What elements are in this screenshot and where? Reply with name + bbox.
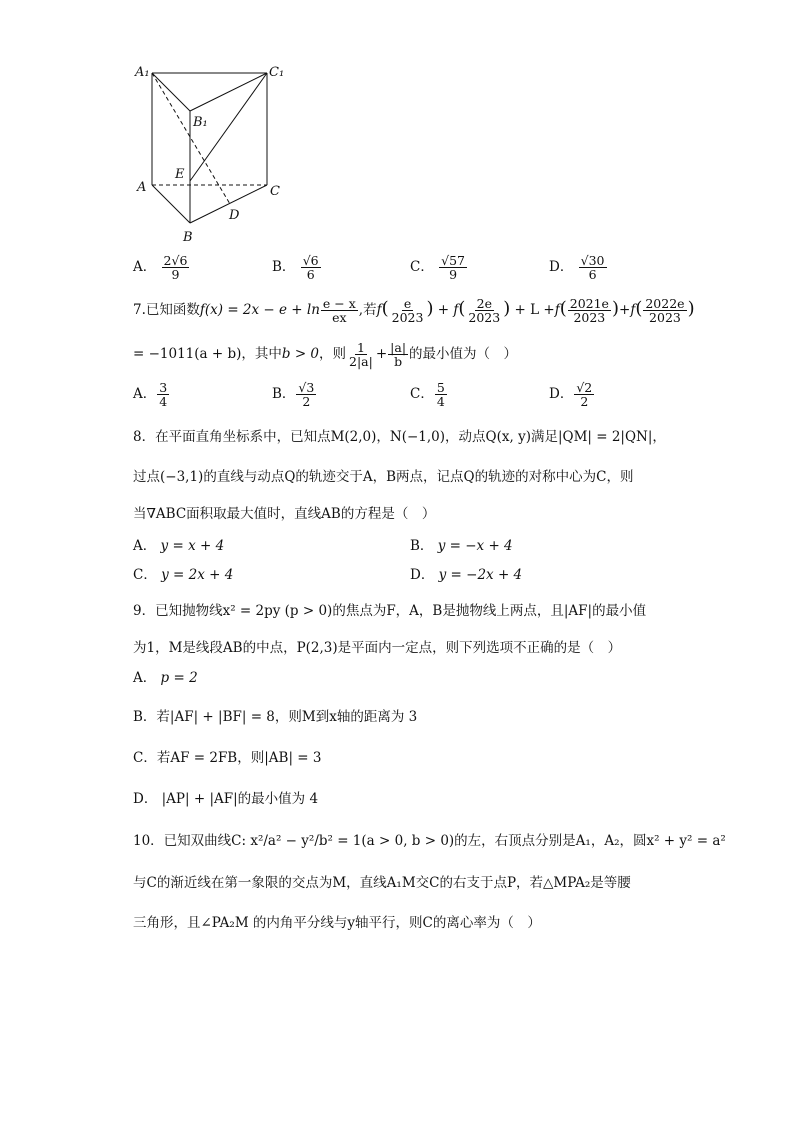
q10-stem-line3: 三角形，且∠PA₂M 的内角平分线与y轴平行，则C的离心率为（ ） bbox=[133, 915, 541, 931]
q7-option-b[interactable]: B． $\frac{√3}{2}$ bbox=[272, 380, 315, 409]
q8-stem-line3: 当∇ABC面积取最大值时，直线AB的方程是（ ） bbox=[133, 506, 436, 522]
q6-option-a[interactable]: A． $\frac{2√6}{9}$ bbox=[133, 253, 188, 282]
q7-stem-line1: 7.已知函数f(x) = 2x − e + ln $\frac{e - x}{ex}$ ,若f( $\frac{e}{2023}$ ) + f( $\frac{2e}{2023}$ ) + L +f( $\frac{2021e}{2023}$ )+f( $\frac{2022e}{2023}$ ) bbox=[133, 296, 695, 325]
q7-option-c[interactable]: C． $\frac{5}{4}$ bbox=[410, 380, 445, 409]
q8-stem-line1: 8．在平面直角坐标系中，已知点M(2,0)，N(−1,0)，动点Q(x, y)满足|QM| = 2|QN|， bbox=[133, 429, 666, 445]
q9-option-a[interactable]: A． p = 2 bbox=[133, 670, 198, 686]
q6-option-d[interactable]: D． $\frac{√30}{6}$ bbox=[549, 253, 605, 282]
q9-stem-line2: 为1，M是线段AB的中点，P(2,3)是平面内一定点，则下列选项不正确的是（ ） bbox=[133, 640, 622, 656]
q8-stem-line2: 过点(−3,1)的直线与动点Q的轨迹交于A，B两点，记点Q的轨迹的对称中心为C，则 bbox=[133, 469, 634, 485]
label-a: A bbox=[137, 180, 147, 195]
label-c1: C₁ bbox=[269, 65, 285, 80]
q7-option-d[interactable]: D． $\frac{√2}{2}$ bbox=[549, 380, 593, 409]
edge-b1-c1 bbox=[190, 73, 267, 111]
q9-option-d[interactable]: D． |AP| + |AF|的最小值为 4 bbox=[133, 791, 319, 807]
label-e: E bbox=[175, 167, 185, 182]
q6-option-c[interactable]: C． $\frac{√57}{9}$ bbox=[410, 253, 466, 282]
label-a1: A₁ bbox=[135, 65, 150, 80]
prism-figure bbox=[125, 58, 295, 248]
segment-a1-d-hidden bbox=[152, 73, 230, 204]
q7-option-a[interactable]: A． $\frac{3}{4}$ bbox=[133, 380, 168, 409]
q8-option-a[interactable]: A． y = x + 4 bbox=[133, 538, 225, 554]
label-d: D bbox=[229, 208, 240, 223]
q8-option-d[interactable]: D． y = −2x + 4 bbox=[410, 567, 523, 583]
label-b1: B₁ bbox=[193, 115, 208, 130]
q7-stem-line2: = −1011(a + b)，其中b > 0，则 $\frac{1}{2|a|}$ + $\frac{|a|}{b}$ 的最小值为（ ） bbox=[133, 340, 518, 369]
q6-a-num: 2√6 bbox=[163, 253, 188, 268]
label-b: B bbox=[183, 230, 193, 245]
q9-option-c[interactable]: C．若AF = 2FB，则|AB| = 3 bbox=[133, 750, 322, 766]
q6-option-b[interactable]: B． $\frac{√6}{6}$ bbox=[272, 253, 319, 282]
q9-stem-line1: 9．已知抛物线x² = 2py (p > 0)的焦点为F，A，B是抛物线上两点，且|AF|的最小值 bbox=[133, 603, 647, 619]
q8-option-b[interactable]: B． y = −x + 4 bbox=[410, 538, 513, 554]
label-c: C bbox=[270, 184, 280, 199]
q10-stem-line2: 与C的渐近线在第一象限的交点为M，直线A₁M交C的右支于点P，若△MPA₂是等腰 bbox=[133, 875, 631, 891]
q9-option-b[interactable]: B．若|AF| + |BF| = 8，则M到x轴的距离为 3 bbox=[133, 709, 418, 725]
q10-stem-line1: 10．已知双曲线C: x²/a² − y²/b² = 1(a > 0, b > 0)的左，右顶点分别是A₁，A₂，圆x² + y² = a² bbox=[133, 833, 726, 849]
q8-option-c[interactable]: C． y = 2x + 4 bbox=[133, 567, 234, 583]
edge-a-b bbox=[152, 185, 190, 223]
